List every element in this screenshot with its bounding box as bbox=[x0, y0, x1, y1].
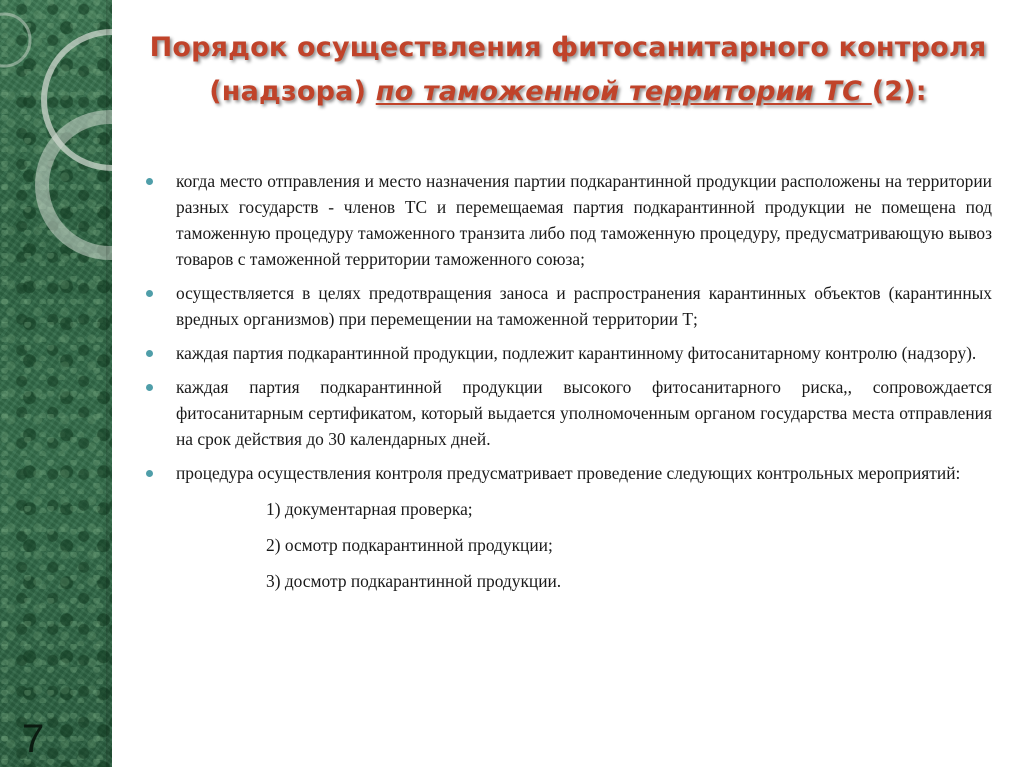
bullet-item bbox=[146, 168, 992, 272]
bullet-item bbox=[146, 340, 992, 366]
sidebar-edge bbox=[106, 0, 112, 767]
slide-number: 7 bbox=[22, 717, 45, 761]
bullet-dot-icon bbox=[146, 384, 153, 391]
title-emphasis: по таможенной территории ТС bbox=[375, 76, 872, 107]
bullet-text: процедура осуществления контроля предусматривает проведение следующих контрольных мероприятий: bbox=[176, 463, 961, 483]
bullet-item bbox=[146, 374, 992, 452]
bullet-text: когда место отправления и место назначения партии подкарантинной продукции расположены на территории разных государств - членов ТС и перемещаемая партия подкарантинной продукции не помещена под таможенную процедуру таможенного транзита либо под таможенную процедуру, предусматривающую вывоз товаров с таможенной территории таможенного союза; bbox=[176, 171, 992, 269]
bullet-text: каждая партия подкарантинной продукции высокого фитосанитарного риска,, сопровождается фитосанитарным сертификатом, который выдается уполномоченным органом государства места отправления на срок действия до 30 календарных дней. bbox=[176, 377, 992, 449]
bullet-dot-icon bbox=[146, 470, 153, 477]
bullet-item bbox=[146, 280, 992, 332]
ring-decoration bbox=[0, 0, 112, 767]
bullet-dot-icon bbox=[146, 350, 153, 357]
bullet-item bbox=[146, 460, 992, 486]
title-line-1: Порядок осуществления фитосанитарного контроля bbox=[149, 32, 987, 63]
bullet-list bbox=[146, 168, 992, 486]
control-measures-list bbox=[146, 496, 992, 594]
slide-content bbox=[146, 168, 992, 594]
bullet-text: каждая партия подкарантинной продукции, подлежит карантинному фитосанитарному контролю (надзору). bbox=[176, 343, 977, 363]
slide-title bbox=[112, 26, 1024, 114]
ring-medium bbox=[42, 117, 112, 253]
bullet-dot-icon bbox=[146, 178, 153, 185]
sub-list-item: 1) документарная проверка; bbox=[266, 499, 473, 519]
decorative-sidebar bbox=[0, 0, 112, 767]
bullet-dot-icon bbox=[146, 290, 153, 297]
title-line-2-start: (надзора) bbox=[209, 76, 376, 107]
sub-list-item: 2) осмотр подкарантинной продукции; bbox=[266, 535, 553, 555]
ring-small bbox=[0, 14, 30, 66]
bullet-text: осуществляется в целях предотвращения заноса и распространения карантинных объектов (карантинных вредных организмов) при перемещении на таможенной территории Т; bbox=[176, 283, 992, 329]
sub-list-item: 3) досмотр подкарантинной продукции. bbox=[266, 571, 562, 591]
title-line-2-end: (2): bbox=[871, 76, 927, 107]
